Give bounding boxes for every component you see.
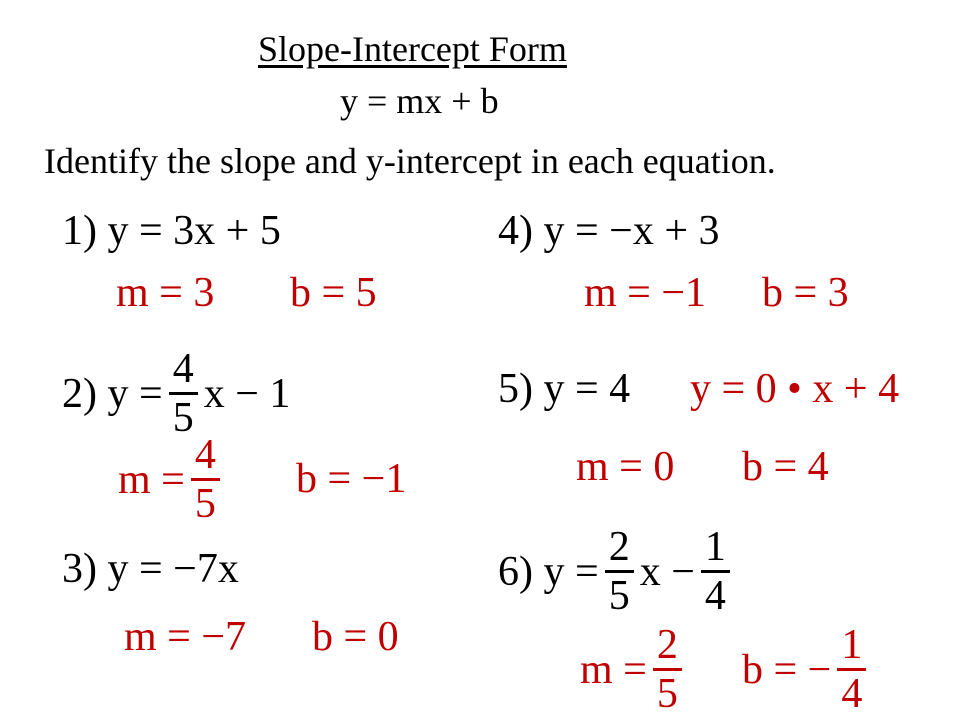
problem-4-slope: m = −1 xyxy=(584,270,707,316)
problem-6-intercept-prefix: b = − xyxy=(742,646,832,693)
problem-6-intercept-denominator: 4 xyxy=(837,668,866,715)
problem-5-slope: m = 0 xyxy=(576,444,675,490)
problem-6-slope xyxy=(580,624,688,715)
problem-3-slope: m = −7 xyxy=(124,614,247,660)
problem-6-intercept-fraction xyxy=(837,624,866,715)
problem-2-prefix: 2) y = xyxy=(62,370,163,417)
problem-2-slope-numerator: 4 xyxy=(194,432,216,478)
problem-2-numerator: 4 xyxy=(172,346,194,392)
problem-6-slope-denominator: 5 xyxy=(653,668,682,715)
problem-6-intercept-numerator: 1 xyxy=(841,622,863,668)
problem-5-rewrite: y = 0 • x + 4 xyxy=(690,366,900,412)
problem-4-intercept: b = 3 xyxy=(762,270,849,316)
problem-6-equation xyxy=(498,526,736,617)
problem-6-denominator-1: 5 xyxy=(605,570,634,617)
problem-6-fraction-2 xyxy=(701,526,730,617)
problem-2-slope-fraction xyxy=(191,434,220,525)
problem-1-equation: 1) y = 3x + 5 xyxy=(62,208,281,254)
problem-2-slope-prefix: m = xyxy=(118,456,185,503)
problem-6-denominator-2: 4 xyxy=(701,570,730,617)
page-title: Slope-Intercept Form xyxy=(258,29,567,69)
problem-6-slope-prefix: m = xyxy=(580,646,647,693)
problem-5-intercept: b = 4 xyxy=(742,444,829,490)
problem-1-intercept: b = 5 xyxy=(290,270,377,316)
problem-2-equation xyxy=(62,348,290,439)
problem-6-slope-fraction xyxy=(653,624,682,715)
problem-2-denominator: 5 xyxy=(169,392,198,439)
problem-2-suffix: x − 1 xyxy=(203,370,291,417)
problem-2-slope-denominator: 5 xyxy=(191,478,220,525)
problem-1-slope: m = 3 xyxy=(116,270,215,316)
problem-6-numerator-2: 1 xyxy=(704,524,726,570)
problem-6-numerator-1: 2 xyxy=(608,524,630,570)
formula: y = mx + b xyxy=(340,81,499,121)
problem-6-slope-numerator: 2 xyxy=(656,622,678,668)
problem-6-fraction-1 xyxy=(605,526,634,617)
problem-2-slope xyxy=(118,434,226,525)
problem-6-middle: x − xyxy=(639,548,695,595)
problem-2-fraction xyxy=(169,348,198,439)
problem-5-equation: 5) y = 4 xyxy=(498,366,631,412)
problem-3-intercept: b = 0 xyxy=(312,614,399,660)
instruction: Identify the slope and y-intercept in each equation. xyxy=(44,141,776,181)
problem-2-intercept: b = −1 xyxy=(296,456,407,502)
problem-4-equation: 4) y = −x + 3 xyxy=(498,208,720,254)
problem-3-equation: 3) y = −7x xyxy=(62,546,239,592)
problem-6-prefix: 6) y = xyxy=(498,548,599,595)
problem-6-intercept xyxy=(742,624,872,715)
